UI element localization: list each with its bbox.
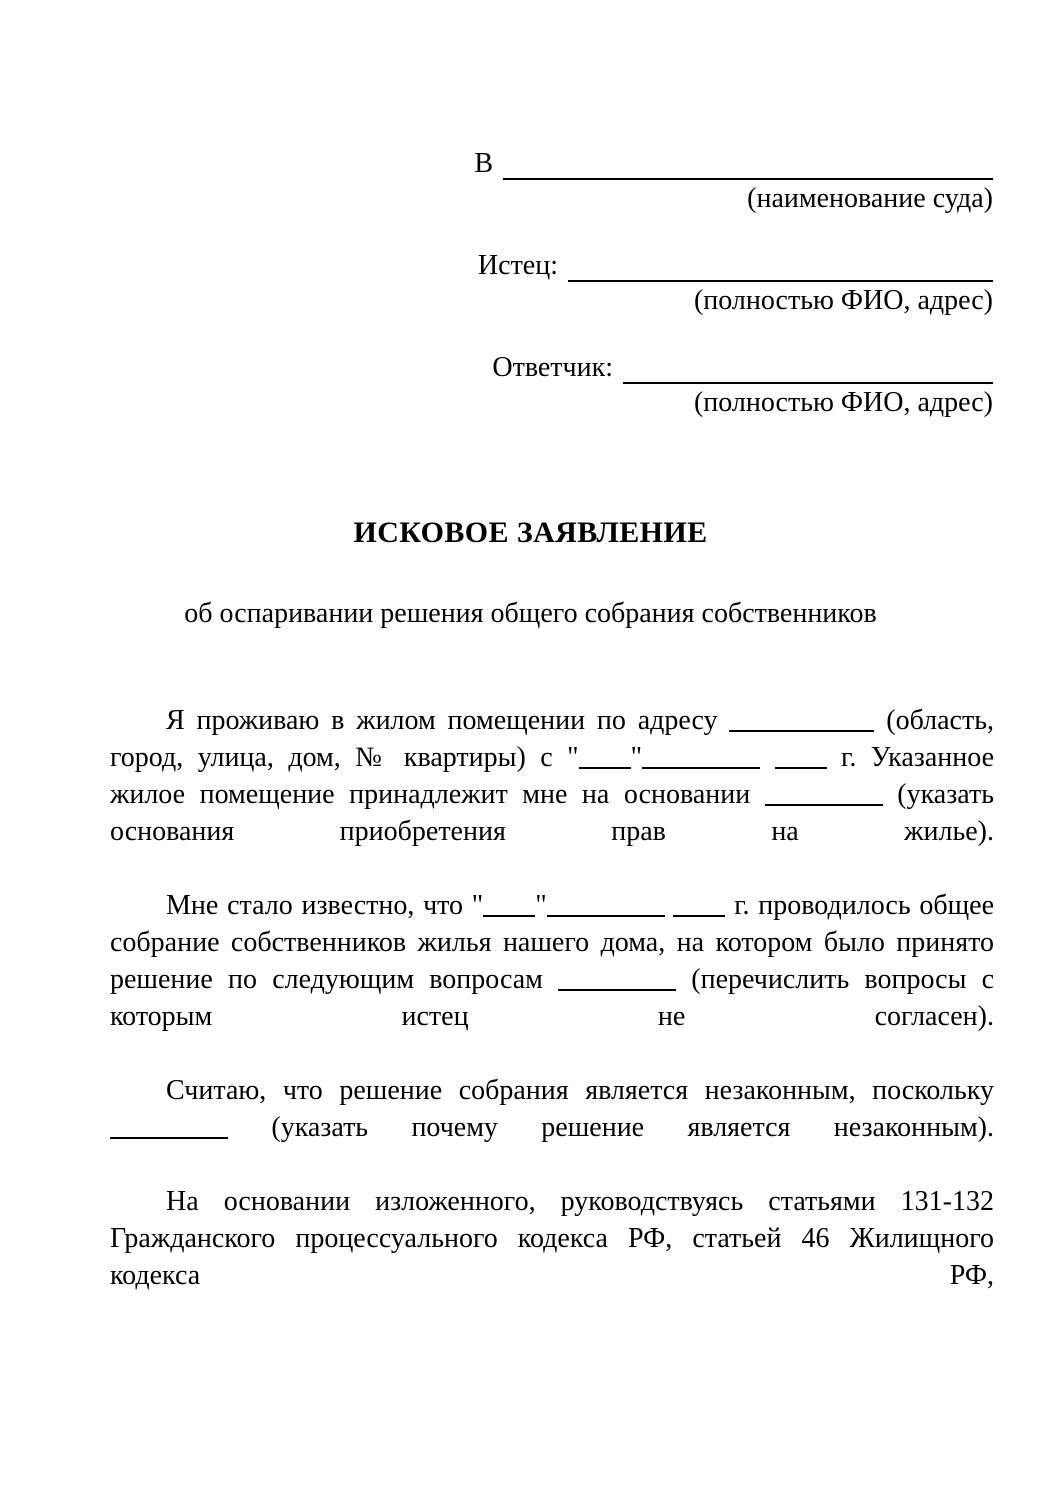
meeting-year-blank[interactable] (673, 893, 725, 917)
paragraph-4 (110, 1183, 994, 1331)
defendant-row (0, 352, 1061, 384)
defendant-caption: (полностью ФИО, адрес) (693, 387, 993, 418)
header-gap-2 (0, 318, 1061, 352)
p2-text-3 (665, 890, 674, 921)
plaintiff-label: Истец: (477, 250, 558, 281)
court-row (0, 148, 1061, 180)
questions-blank[interactable] (558, 967, 676, 991)
plaintiff-caption: (полностью ФИО, адрес) (693, 285, 993, 316)
paragraph-3 (110, 1072, 994, 1183)
month-blank[interactable] (642, 745, 760, 769)
p2-text-4: г. проводилось общее собрание собственников жилья нашего дома, на котором было принято решение по следующим вопросам (110, 890, 995, 995)
court-name-blank[interactable] (503, 150, 993, 180)
year-blank[interactable] (775, 745, 827, 769)
ownership-basis-blank[interactable] (765, 782, 883, 806)
address-blank[interactable] (729, 708, 874, 732)
p3-text-2: (указать почему решение является незаконным). (228, 1112, 994, 1143)
document-body (110, 702, 994, 1331)
document-title: ИСКОВОЕ ЗАЯВЛЕНИЕ (353, 516, 708, 549)
p1-text-3: " (630, 742, 643, 773)
document-header-block (0, 148, 1061, 420)
p2-text-5: (перечислить вопросы с которым истец не согласен). (110, 964, 995, 1032)
paragraph-2 (110, 887, 994, 1072)
defendant-label: Ответчик: (492, 352, 613, 383)
paragraph-1 (110, 702, 994, 887)
p2-text-1: Мне стало известно, что " (166, 890, 484, 921)
header-gap-1 (0, 216, 1061, 250)
p1-text-2: (область, город, улица, дом, № квартиры) с " (110, 705, 994, 773)
plaintiff-row (0, 250, 1061, 282)
court-label: В (474, 148, 493, 179)
court-caption: (наименование суда) (747, 183, 993, 214)
p4-text-1: На основании изложенного, руководствуясь статьями 131-132 Гражданского процессуального кодекса РФ, статьей 46 Жилищного кодекса РФ, (110, 1186, 994, 1291)
p1-text-5: г. Указанное жилое помещение принадлежит мне на основании (110, 742, 994, 810)
plaintiff-name-blank[interactable] (568, 252, 993, 282)
p1-text-4 (760, 742, 774, 773)
meeting-month-blank[interactable] (547, 893, 665, 917)
defendant-name-blank[interactable] (623, 354, 993, 384)
p2-text-2: " (535, 890, 547, 921)
meeting-day-blank[interactable] (483, 893, 535, 917)
day-blank[interactable] (579, 745, 631, 769)
illegality-reason-blank[interactable] (110, 1115, 228, 1139)
document-subtitle: об оспаривании решения общего собрания собственников (184, 598, 877, 629)
p1-text-6: (указать основания приобретения прав на жилье). (110, 779, 994, 847)
p1-text-1: Я проживаю в жилом помещении по адресу (166, 705, 730, 736)
p3-text-1: Считаю, что решение собрания является незаконным, поскольку (166, 1075, 994, 1106)
